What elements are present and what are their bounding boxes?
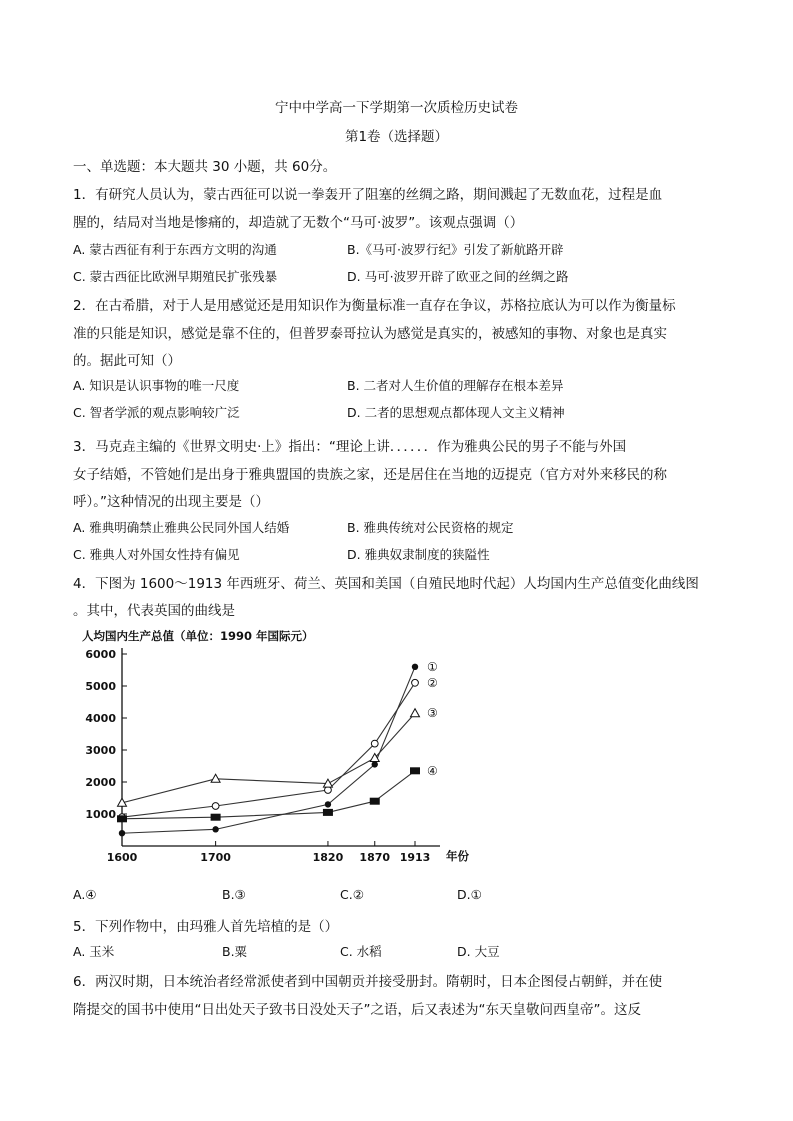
data-point [372,761,378,767]
series-line [122,667,415,833]
q1-option-c[interactable]: C. 蒙古西征比欧洲早期殖民扩张残暴 [73,269,278,284]
chart-title: 人均国内生产总值（单位：1990 年国际元） [82,629,314,643]
series-label: ② [427,675,438,690]
data-point [323,809,333,816]
q2-option-c[interactable]: C. 智者学派的观点影响较广泛 [73,405,240,420]
data-point [371,740,378,747]
q5-option-c[interactable]: C. 水稻 [340,944,382,959]
question-2-line-3: 的。据此可知（） [73,353,181,369]
series-label: ③ [427,706,438,721]
question-3-line-3: 呼）。”这种情况的出现主要是（） [73,494,269,510]
question-3-line-2: 女子结婚，不管她们是出身于雅典盟国的贵族之家，还是居住在当地的迈提克（官方对外来移民的称 [73,467,667,483]
question-6-line-1: 6．两汉时期，日本统治者经常派使者到中国朝贡并接受册封。隋朝时，日本企图侵占朝鲜，并在使 [73,974,663,990]
section-heading: 一、单选题：本大题共 30 小题，共 60分。 [73,159,337,175]
q4-option-b[interactable]: B.③ [222,887,246,902]
data-point [325,801,331,807]
y-tick-label: 1000 [85,808,116,821]
data-point [211,814,221,821]
data-point [117,815,127,822]
x-tick-label: 1600 [106,851,138,864]
exam-title: 宁中中学高一下学期第一次质检历史试卷 [275,100,518,116]
q2-option-d[interactable]: D. 二者的思想观点都体现人文主义精神 [347,405,565,420]
question-1-line-2: 腥的，结局对当地是惨痛的，却造就了无数个“马可·波罗”。该观点强调（） [73,215,524,231]
volume-heading: 第1卷（选择题） [344,129,449,145]
x-tick-label: 1870 [359,851,391,864]
data-point [212,803,219,810]
q5-option-b[interactable]: B.粟 [222,944,248,959]
q4-option-c[interactable]: C.② [340,887,364,902]
q2-option-a[interactable]: A. 知识是认识事物的唯一尺度 [73,378,240,393]
y-tick-label: 5000 [85,680,116,693]
q2-option-b[interactable]: B. 二者对人生价值的理解存在根本差异 [347,378,564,393]
question-4-line-1: 4．下图为 1600～1913 年西班牙、荷兰、英国和美国（自殖民地时代起）人均国内生产总值变化曲线图 [73,576,699,592]
q3-option-a[interactable]: A. 雅典明确禁止雅典公民同外国人结婚 [73,520,290,535]
question-3-line-1: 3．马克垚主编的《世界文明史·上》指出：“理论上讲．．．．．．作为雅典公民的男子不能与外国 [73,439,627,455]
y-tick-label: 6000 [85,648,116,661]
q1-option-a[interactable]: A. 蒙古西征有利于东西方文明的沟通 [73,242,277,257]
question-4-line-2: 。其中，代表英国的曲线是 [73,603,235,619]
data-point [212,826,218,832]
q4-option-a[interactable]: A.④ [73,887,97,902]
data-point [411,709,420,717]
x-tick-label: 1913 [399,851,431,864]
question-6-line-2: 隋提交的国书中使用“日出处天子致书日没处天子”之语，后又表述为“东天皇敬问西皇帝”。这反 [73,1002,641,1018]
series-label: ④ [427,763,438,778]
question-2-line-2: 准的只能是知识，感觉是靠不住的，但普罗泰哥拉认为感觉是真实的，被感知的事物、对象也是真实 [73,326,667,342]
data-point [412,679,419,686]
q1-option-b[interactable]: B.《马可·波罗行纪》引发了新航路开辟 [347,242,564,257]
q3-option-b[interactable]: B. 雅典传统对公民资格的规定 [347,520,514,535]
q3-option-d[interactable]: D. 雅典奴隶制度的狭隘性 [347,547,490,562]
series-line [122,713,415,803]
x-tick-label: 1820 [312,851,344,864]
data-point [325,787,332,794]
gdp-line-chart [80,626,510,878]
data-point [119,830,125,836]
data-point [410,767,420,774]
question-5-line-1: 5．下列作物中，由玛雅人首先培植的是（） [73,919,339,935]
q5-option-a[interactable]: A. 玉米 [73,944,115,959]
data-point [412,664,418,670]
q3-option-c[interactable]: C. 雅典人对外国女性持有偏见 [73,547,240,562]
y-tick-label: 2000 [85,776,116,789]
q5-option-d[interactable]: D. 大豆 [457,944,500,959]
y-tick-label: 3000 [85,744,116,757]
question-1-line-1: 1．有研究人员认为，蒙古西征可以说一拳轰开了阻塞的丝绸之路，期间溅起了无数血花，过程是血 [73,187,663,203]
y-tick-label: 4000 [85,712,116,725]
series-label: ① [427,659,438,674]
x-axis-label: 年份 [446,849,469,863]
data-point [370,798,380,805]
x-tick-label: 1700 [200,851,231,864]
series-line [122,683,415,817]
data-point [211,774,220,782]
q4-option-d[interactable]: D.① [457,887,482,902]
q1-option-d[interactable]: D. 马可·波罗开辟了欧亚之间的丝绸之路 [347,269,569,284]
question-2-line-1: 2．在古希腊，对于人是用感觉还是用知识作为衡量标准一直存在争议，苏格拉底认为可以作为衡量标 [73,298,676,314]
